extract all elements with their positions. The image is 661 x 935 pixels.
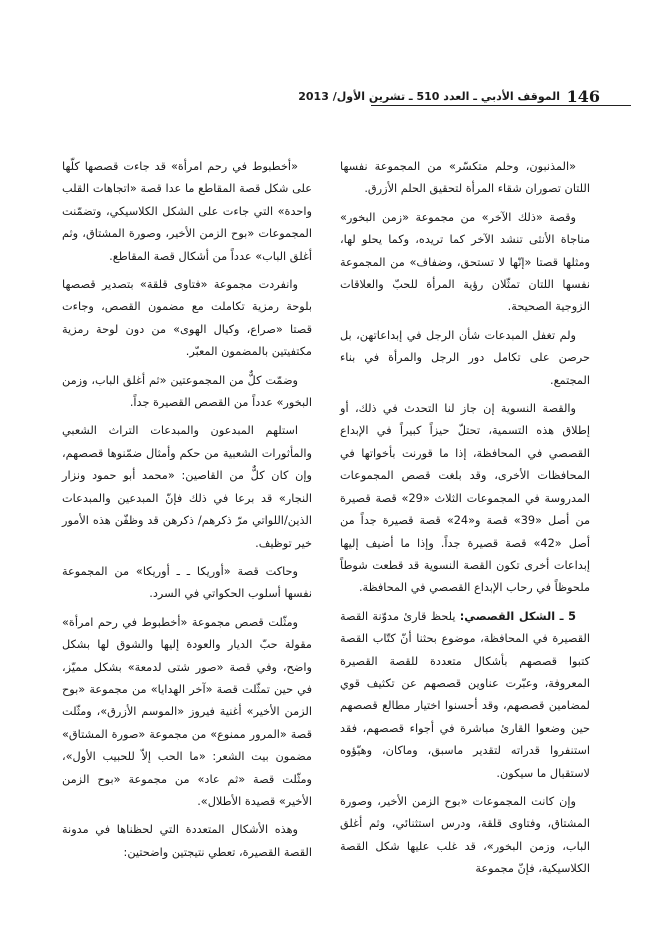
paragraph-text: يلحظ قارئ مدوّنة القصة القصيرة في المحافظة، موضوع بحثنا أنّ كتّاب القصة كتبوا قصصهم بأشكال متعددة للقصة القصيرة المعروفة، وعبّرت عناوين قصصهم عن تكثيف قوي لمضامين قصصهم، وقد أحسنوا اختيار مطالع قصصهم حين وضعوا القارئ مباشرة في أجواء قصصهم، فقد استنفروا قدراته لتقدير ماسبق، وماكان، وهيّؤوه لاستقبال ما سيكون. [340, 609, 590, 780]
paragraph: وضمّت كلٌّ من المجموعتين «ثم أغلق الباب، وزمن البخور» عدداً من القصص القصيرة جداً. [62, 373, 312, 410]
paragraph: وانفردت مجموعة «فتاوى قلقة» بتصدير قصصها بلوحة رمزية تكاملت مع مضمون القصص، وجاءت قصتا «صراع، وكيال الهوى» من دون لوحة رمزية مكتفيتين بالمضمون المعبّر. [62, 278, 312, 359]
page-header [298, 86, 600, 110]
paragraph: والقصة النسوية إن جاز لنا التحدث في ذلك، أو إطلاق هذه التسمية، تحتلّ حيزاً كبيراً في الإبداع القصصي في المحافظة، إذا ما قورنت بأخواتها في المحافظات الأخرى، وقد بلغت قصص المجموعات المدروسة في المجموعات الثلاث «29» قصة قصيرة من أصل «39» قصة و«24» قصة قصيرة جداً من أصل «42» قصة قصيرة جداً. وإذا ما أضيف إليها إبداعات أخرى تكون القصة النسوية قد قطعت شوطاً ملحوظاً في رحاب الإبداع القصصي في المحافظة. [340, 402, 590, 595]
page-number: 146 [566, 87, 600, 106]
paragraph: وهذه الأشكال المتعددة التي لحظناها في مدونة القصة القصيرة، تعطي نتيجتين واضحتين: [62, 823, 312, 859]
paragraph: وحاكت قصة «أوريكا ـ ـ أوريكا» من المجموعة نفسها أسلوب الحكواتي في السرد. [62, 564, 312, 601]
running-title: الموقف الأدبي ـ العدد 510 ـ تشرين الأول/ 2013 [298, 90, 560, 103]
paragraph: استلهم المبدعون والمبدعات التراث الشعبي والمأثورات الشعبية من حكم وأمثال ضمّنوها قصصهم، وإن كان كلٌّ من القاصين: «محمد أبو حمود ونزار النجار» قد برعا في ذلك فإنّ المبدعين والمبدعات الذين/اللواتي مرّ ذكرهم/ ذكرهن قد وظفّن هذه الأمور خير توظيف. [62, 424, 312, 550]
paragraph: وإن كانت المجموعات «بوح الزمن الأخير، وصورة المشتاق، وفتاوى قلقة، ودرس استثنائي، وثم أغلق الباب، وزمن البخور»، قد غلب عليها شكل القصة الكلاسيكية، فإنّ مجموعة [340, 794, 590, 876]
right-column [340, 156, 590, 887]
paragraph: ولم تغفل المبدعات شأن الرجل في إبداعاتهن، بل حرصن على تكامل دور الرجل والمرأة في بناء المجتمع. [340, 328, 590, 387]
left-column [62, 156, 312, 870]
paragraph [340, 606, 590, 785]
paragraph: «أخطبوط في رحم امرأة» قد جاءت قصصها كلّها على شكل قصة المقاطع ما عدا قصة «اتجاهات القلب واحدة» التي جاءت على الشكل الكلاسيكي، وتضمّنت المجموعات «بوح الزمن الأخير، وصورة المشتاق، وثم أغلق الباب» عدداً من أشكال قصة المقاطع. [62, 160, 312, 263]
paragraph: وقصة «ذلك الآخر» من مجموعة «زمن البخور» مناجاة الأنثى تنشد الآخر كما تريده، وكما يحلو لها، ومثلها قصتا «إنّها لا تستحق، وضفاف» من المجموعة نفسها اللتان تمثّلان رؤية المرأة للحبّ والعلاقات الزوجية الصحيحة. [340, 210, 590, 314]
paragraph: ومثّلت قصص مجموعة «أخطبوط في رحم امرأة» مقولة حبّ الديار والعودة إليها والشوق لها بشكل واضح، وفي قصة «صور شتى لدمعة» بشكل مميّز، في حين تمثّلت قصة «آخر الهدايا» من مجموعة «بوح الزمن الأخير» أغنية فيروز «الموسم الأزرق»، ومثّلت قصة «المرور ممنوع» من مجموعة «صورة المشتاق» مضمون بيت الشعر: «ما الحب إلاّ للحبيب الأول»، ومثّلت قصة «ثم عاد» من مجموعة «بوح الزمن الأخير» قصيدة الأطلال». [62, 615, 312, 808]
paragraph: «المذنبون، وحلم متكسّر» من المجموعة نفسها اللتان تصوران شقاء المرأة لتحقيق الحلم الأزرق. [340, 160, 590, 196]
section-subtitle: 5 ـ الشكل القصصي: [459, 609, 576, 623]
header-rule [371, 105, 631, 106]
